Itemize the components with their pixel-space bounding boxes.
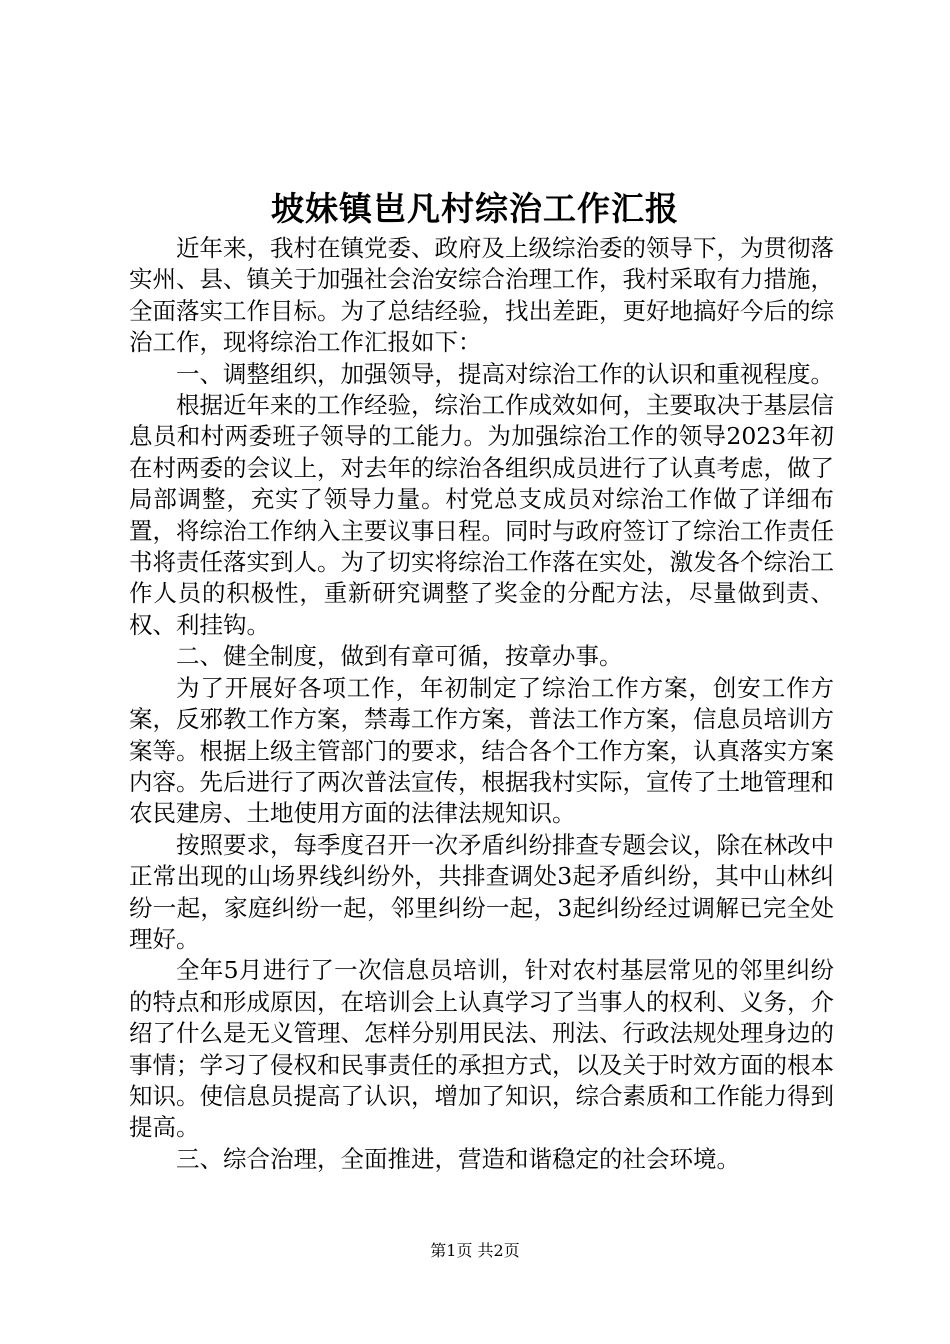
section-heading-3: 三、综合治理，全面推进，营造和谐稳定的社会环境。 bbox=[176, 1144, 740, 1173]
paragraph-dispute-resolution: 按照要求，每季度召开一次矛盾纠纷排查专题会议，除在林改中正常出现的山场界线纠纷外，共排查调处3起矛盾纠纷，其中山林纠纷一起，家庭纠纷一起，邻里纠纷一起，3起纠纷经过调解已完全处理好。 bbox=[129, 830, 834, 953]
paragraph-work-plans: 为了开展好各项工作，年初制定了综治工作方案，创安工作方案，反邪教工作方案，禁毒工作方案，普法工作方案，信息员培训方案等。根据上级主管部门的要求，结合各个工作方案，认真落实方案内容。先后进行了两次普法宣传，根据我村实际，宣传了土地管理和农民建房、土地使用方面的法律法规知识。 bbox=[129, 673, 834, 828]
document-body bbox=[129, 233, 834, 1175]
paragraph-organization: 根据近年来的工作经验，综治工作成效如何，主要取决于基层信息员和村两委班子领导的工能力。为加强综治工作的领导2023年初在村两委的会议上，对去年的综治各组织成员进行了认真考虑，做了局部调整，充实了领导力量。村党总支成员对综治工作做了详细布置，将综治工作纳入主要议事日程。同时与政府签订了综治工作责任书将责任落实到人。为了切实将综治工作落在实处，激发各个综治工作人员的积极性，重新研究调整了奖金的分配方法，尽量做到责、权、利挂钩。 bbox=[129, 391, 834, 639]
section-heading-1: 一、调整组织，加强领导，提高对综治工作的认识和重视程度。 bbox=[176, 359, 834, 388]
paragraph-intro: 近年来，我村在镇党委、政府及上级综治委的领导下，为贯彻落实州、县、镇关于加强社会治安综合治理工作，我村采取有力措施，全面落实工作目标。为了总结经验，找出差距，更好地搞好今后的综治工作，现将综治工作汇报如下： bbox=[129, 234, 834, 357]
document-title: 坡妹镇岜凡村综治工作汇报 bbox=[271, 189, 679, 228]
page-number-footer: 第1页 共2页 bbox=[430, 1241, 520, 1260]
paragraph-training: 全年5月进行了一次信息员培训，针对农村基层常见的邻里纠纷的特点和形成原因，在培训会上认真学习了当事人的权利、义务，介绍了什么是无义管理、怎样分别用民法、刑法、行政法规处理身边的事情；学习了侵权和民事责任的承担方式，以及关于时效方面的根本知识。使信息员提高了认识，增加了知识，综合素质和工作能力得到提高。 bbox=[129, 956, 834, 1142]
section-heading-2: 二、健全制度，做到有章可循，按章办事。 bbox=[176, 642, 623, 671]
